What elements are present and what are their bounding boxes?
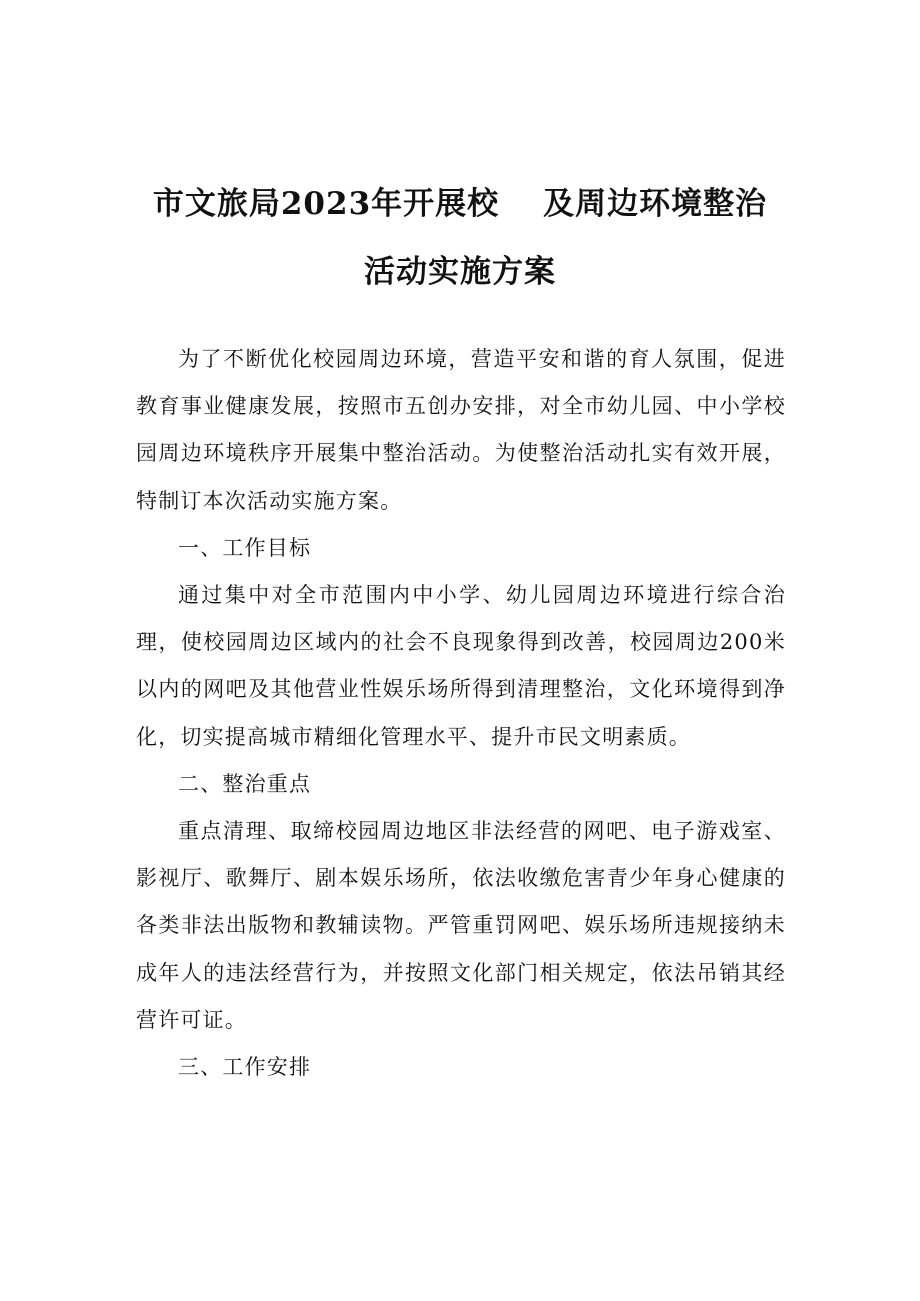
title-part2: 及周边环境整治 xyxy=(543,186,768,222)
document-title-line1 xyxy=(0,178,920,223)
section1-heading: 一、工作目标 xyxy=(178,535,312,560)
section1-paragraph: 通过集中对全市范围内中小学、幼儿园周边环境进行综合治理，使校园周边区域内的社会不良现象得到改善，校园周边200米以内的网吧及其他营业性娱乐场所得到清理整治，文化环境得到净化，切实提高城市精细化管理水平、提升市民文明素质。 xyxy=(136,583,786,749)
section2-heading: 二、整治重点 xyxy=(178,771,312,796)
intro-paragraph: 为了不断优化校园周边环境，营造平安和谐的育人氛围，促进教育事业健康发展，按照市五创办安排，对全市幼儿园、中小学校园周边环境秩序开展集中整治活动。为使整治活动扎实有效开展，特制订本次活动实施方案。 xyxy=(136,347,786,513)
document-body xyxy=(136,336,786,1091)
section2-paragraph: 重点清理、取缔校园周边地区非法经营的网吧、电子游戏室、影视厅、歌舞厅、剧本娱乐场所，依法收缴危害青少年身心健康的各类非法出版物和教辅读物。严管重罚网吧、娱乐场所违规接纳未成年人的违法经营行为，并按照文化部门相关规定，依法吊销其经营许可证。 xyxy=(136,819,786,1032)
document-title-line2: 活动实施方案 xyxy=(364,254,556,290)
section3-heading: 三、工作安排 xyxy=(178,1055,312,1080)
title-part1: 市文旅局2023年开展校 xyxy=(152,186,500,222)
